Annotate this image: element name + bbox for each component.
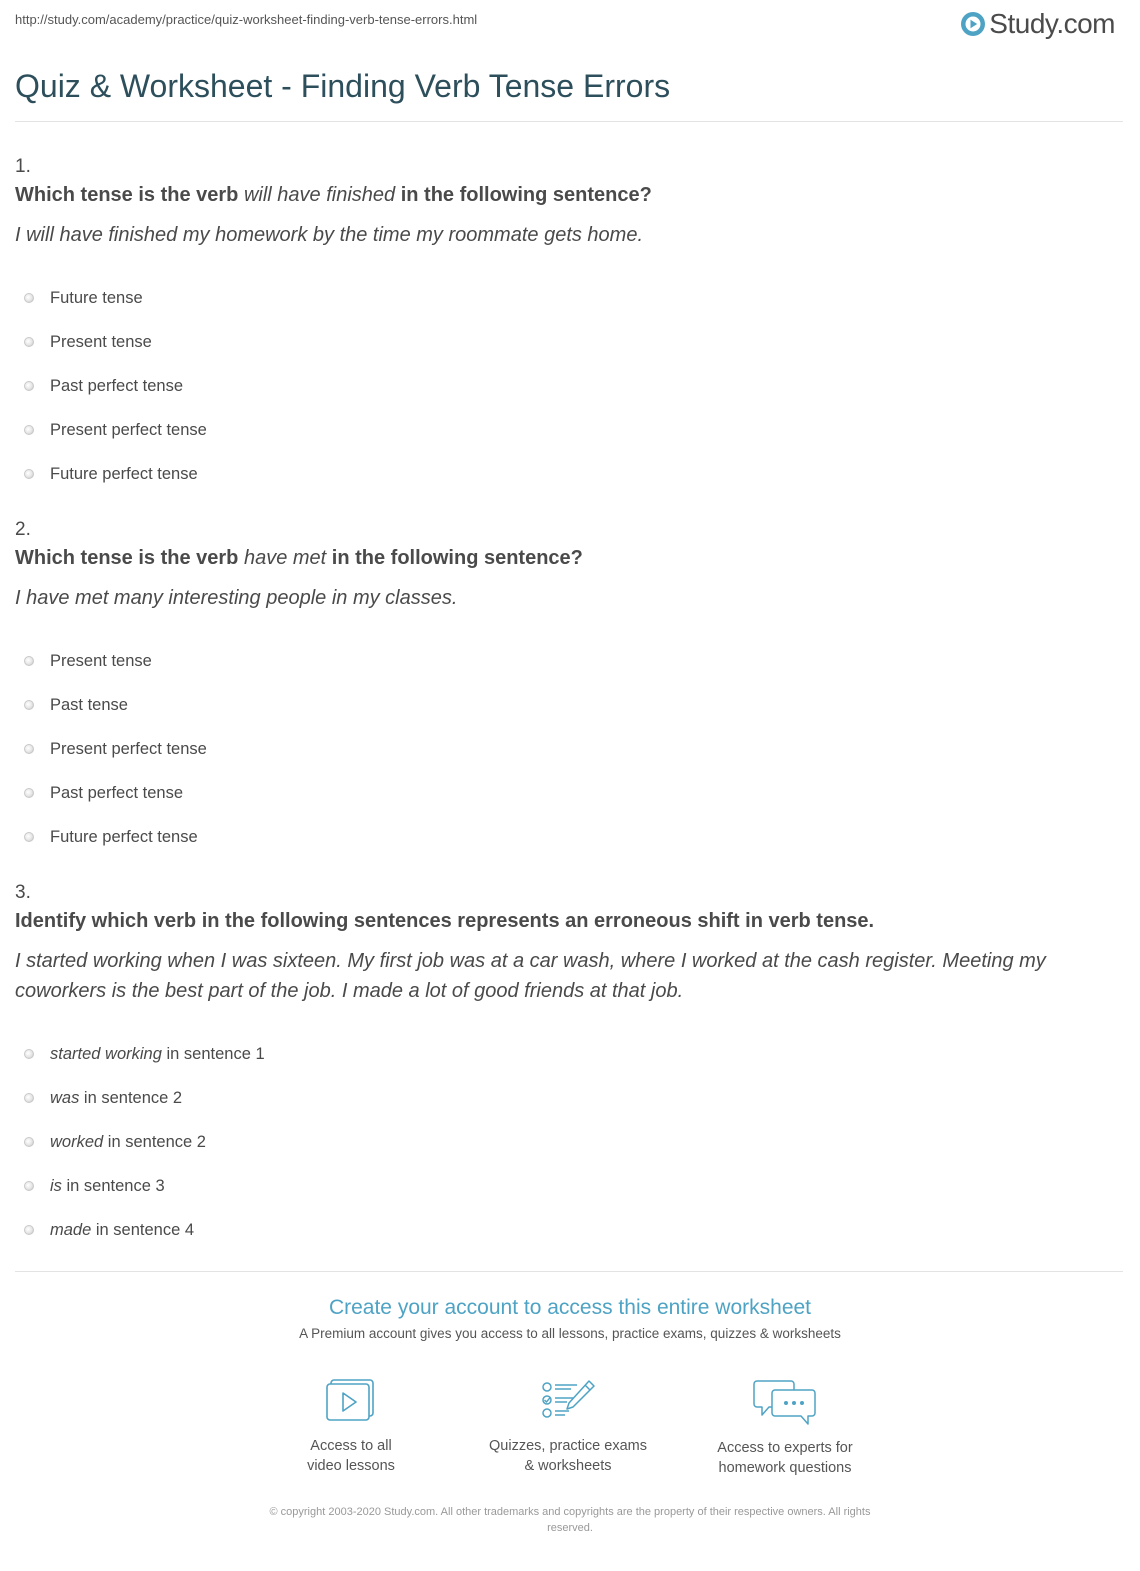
feature-label: Access to experts for homework questions xyxy=(717,1440,853,1476)
top-bar xyxy=(15,8,1115,42)
question-text xyxy=(15,544,1123,572)
answer-option[interactable] xyxy=(15,452,1123,496)
chat-bubbles-icon xyxy=(753,1378,817,1426)
answer-option[interactable] xyxy=(15,683,1123,727)
question-number: 3. xyxy=(15,882,31,903)
option-label: is in sentence 3 xyxy=(50,1176,165,1195)
question-text-start: Identify which verb in the following sentences represents an erroneous shift in verb tense. xyxy=(15,910,875,932)
option-label: Future perfect tense xyxy=(50,464,198,483)
option-label: Present tense xyxy=(50,651,152,670)
answer-option[interactable] xyxy=(15,408,1123,452)
feature-label: Quizzes, practice exams & worksheets xyxy=(489,1438,647,1474)
radio-button[interactable] xyxy=(24,1093,34,1103)
answer-options xyxy=(15,639,1123,859)
feature-label: Access to all video lessons xyxy=(307,1438,395,1474)
answer-option[interactable] xyxy=(15,1120,1123,1164)
radio-button[interactable] xyxy=(24,425,34,435)
radio-button[interactable] xyxy=(24,656,34,666)
radio-button[interactable] xyxy=(24,381,34,391)
cta-subtitle: A Premium account gives you access to all lessons, practice exams, quizzes & worksheets xyxy=(299,1326,841,1341)
option-label: started working in sentence 1 xyxy=(50,1044,265,1063)
option-label: was in sentence 2 xyxy=(50,1088,183,1107)
radio-button[interactable] xyxy=(24,700,34,710)
answer-option[interactable] xyxy=(15,1076,1123,1120)
question-1 xyxy=(15,153,1123,496)
radio-button[interactable] xyxy=(24,832,34,842)
copyright-notice: © copyright 2003-2020 Study.com. All other trademarks and copyrights are the property of their respective owners. All rights reserved. xyxy=(269,1506,871,1534)
title-divider xyxy=(15,121,1123,122)
question-number: 2. xyxy=(15,519,31,540)
feature-quizzes xyxy=(468,1378,668,1476)
answer-options xyxy=(15,1032,1123,1252)
option-label: Future perfect tense xyxy=(50,827,198,846)
feature-experts xyxy=(685,1378,885,1478)
question-text-start: Which tense is the verb xyxy=(15,184,244,206)
answer-option[interactable] xyxy=(15,1164,1123,1208)
page-title: Quiz & Worksheet - Finding Verb Tense Errors xyxy=(15,68,671,104)
option-label: Past tense xyxy=(50,695,128,714)
answer-option[interactable] xyxy=(15,771,1123,815)
question-text-end: in the following sentence? xyxy=(395,184,652,206)
question-number: 1. xyxy=(15,156,31,177)
question-text-end: in the following sentence? xyxy=(326,547,583,569)
question-verb: have met xyxy=(243,547,327,569)
radio-button[interactable] xyxy=(24,1049,34,1059)
option-label: made in sentence 4 xyxy=(50,1220,195,1239)
question-sentence: I started working when I was sixteen. My first job was at a car wash, where I worked at the cash register. Meeting my coworkers is the best part of the job. I made a lot of good friends at that job. xyxy=(15,950,1046,1002)
answer-option[interactable] xyxy=(15,1032,1123,1076)
radio-button[interactable] xyxy=(24,337,34,347)
radio-button[interactable] xyxy=(24,1137,34,1147)
question-2 xyxy=(15,516,1123,859)
question-verb: will have finished xyxy=(243,184,396,206)
option-label: Past perfect tense xyxy=(50,376,183,395)
option-label: Present perfect tense xyxy=(50,420,207,439)
logo-text: Study.com xyxy=(989,8,1115,39)
answer-option[interactable] xyxy=(15,727,1123,771)
question-text xyxy=(15,907,1123,935)
question-sentence: I will have finished my homework by the time my roommate gets home. xyxy=(15,224,644,246)
study-logo[interactable] xyxy=(960,8,1115,40)
option-label: Future tense xyxy=(50,288,143,307)
question-sentence: I have met many interesting people in my classes. xyxy=(15,587,458,609)
answer-option[interactable] xyxy=(15,276,1123,320)
radio-button[interactable] xyxy=(24,744,34,754)
answer-option[interactable] xyxy=(15,1208,1123,1252)
question-text xyxy=(15,181,1123,209)
answer-option[interactable] xyxy=(15,364,1123,408)
play-circle-icon xyxy=(960,11,986,37)
answer-option[interactable] xyxy=(15,639,1123,683)
option-label: Present tense xyxy=(50,332,152,351)
cta-divider xyxy=(15,1271,1123,1272)
option-label: worked in sentence 2 xyxy=(50,1132,206,1151)
cta-title[interactable]: Create your account to access this entire worksheet xyxy=(328,1296,812,1319)
question-3 xyxy=(15,879,1123,1252)
video-lesson-icon xyxy=(325,1378,377,1424)
option-label: Present perfect tense xyxy=(50,739,207,758)
quiz-checklist-icon xyxy=(539,1378,597,1424)
radio-button[interactable] xyxy=(24,469,34,479)
radio-button[interactable] xyxy=(24,788,34,798)
page-url: http://study.com/academy/practice/quiz-worksheet-finding-verb-tense-errors.html xyxy=(15,12,478,27)
radio-button[interactable] xyxy=(24,293,34,303)
answer-options xyxy=(15,276,1123,496)
feature-video-lessons xyxy=(251,1378,451,1476)
answer-option[interactable] xyxy=(15,320,1123,364)
radio-button[interactable] xyxy=(24,1225,34,1235)
answer-option[interactable] xyxy=(15,815,1123,859)
option-label: Past perfect tense xyxy=(50,783,183,802)
question-text-start: Which tense is the verb xyxy=(15,547,244,569)
radio-button[interactable] xyxy=(24,1181,34,1191)
